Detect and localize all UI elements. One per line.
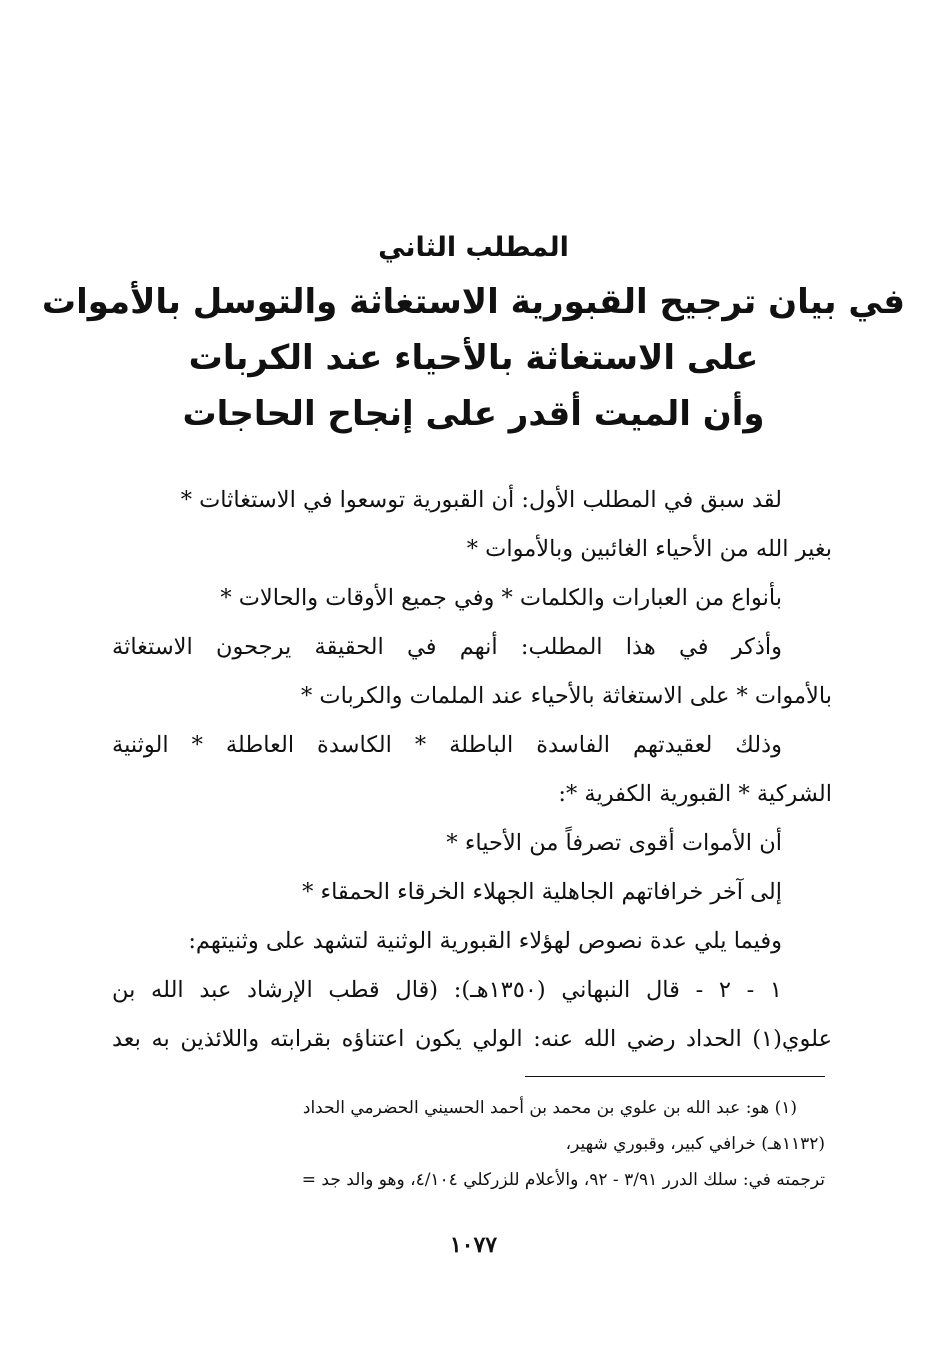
footnote-line-2: (١١٣٢هـ) خرافي كبير، وقبوري شهير، [565, 1134, 825, 1154]
footnote-line-3: ترجمته في: سلك الدرر ٣/٩١ - ٩٢، والأعلام للزركلي ٤/١٠٤، وهو والد جد = [301, 1170, 825, 1190]
body-line-10: وفيما يلي عدة نصوص لهؤلاء القبورية الوثنية لتشهد على وثنيتهم: [188, 928, 782, 954]
title-line-3: وأن الميت أقدر على إنجاح الحاجات [182, 394, 765, 434]
title-line-2: على الاستغاثة بالأحياء عند الكربات [188, 338, 759, 378]
section-label: المطلب الثاني [378, 232, 569, 263]
footnote-separator [525, 1076, 825, 1077]
body-line-12: علوي(١) الحداد رضي الله عنه: الولي يكون اعتناؤه بقرابته واللائذين به بعد [112, 1026, 832, 1052]
footnote-line-1: (١) هو: عبد الله بن علوي بن محمد بن أحمد الحسيني الحضرمي الحداد [302, 1098, 797, 1118]
body-text [112, 476, 832, 1064]
page-number: ١٠٧٧ [449, 1232, 498, 1258]
title-line-1: في بيان ترجيح القبورية الاستغاثة والتوسل بالأموات [41, 282, 906, 322]
body-line-3: بأنواع من العبارات والكلمات * وفي جميع الأوقات والحالات * [220, 585, 782, 611]
body-line-9: إلى آخر خرافاتهم الجاهلية الجهلاء الخرقاء الحمقاء * [302, 879, 782, 905]
body-line-2: بغير الله من الأحياء الغائبين وبالأموات * [466, 536, 832, 562]
body-line-8: أن الأموات أقوى تصرفاً من الأحياء * [446, 830, 782, 856]
body-line-11: ١ - ٢ - قال النبهاني (١٣٥٠هـ): (قال قطب الإرشاد عبد الله بن [112, 977, 782, 1003]
body-line-7: الشركية * القبورية الكفرية *: [558, 781, 832, 807]
body-line-6: وذلك لعقيدتهم الفاسدة الباطلة * الكاسدة العاطلة * الوثنية [112, 732, 782, 758]
section-heading [0, 228, 947, 442]
body-line-1: لقد سبق في المطلب الأول: أن القبورية توسعوا في الاستغاثات * [180, 487, 782, 513]
body-line-4: وأذكر في هذا المطلب: أنهم في الحقيقة يرجحون الاستغاثة [112, 634, 782, 660]
body-line-5: بالأموات * على الاستغاثة بالأحياء عند الملمات والكربات * [301, 683, 832, 709]
footnotes [105, 1090, 825, 1198]
